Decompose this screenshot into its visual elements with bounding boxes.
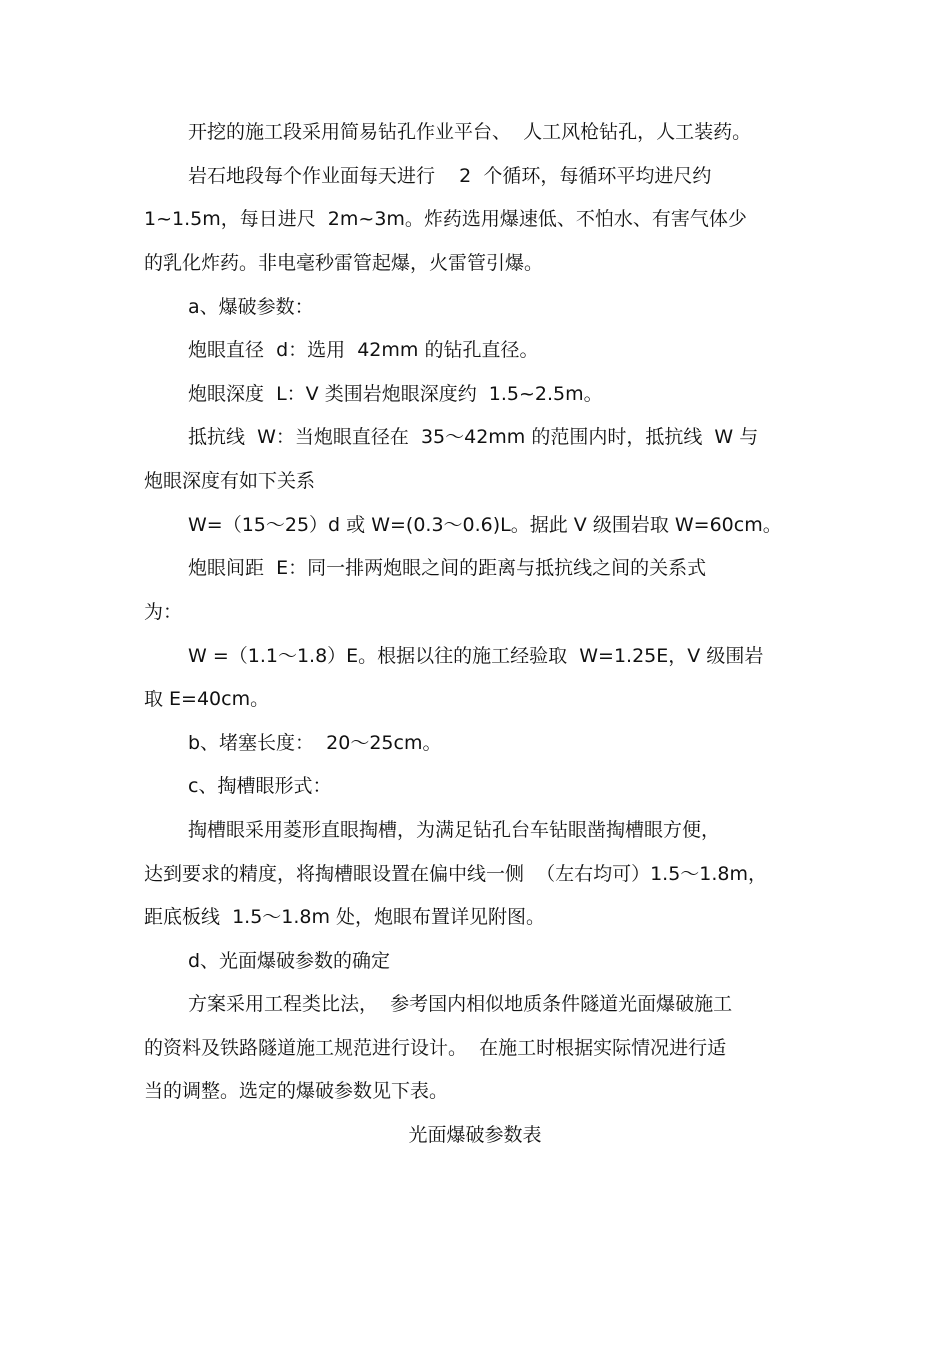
section-heading-c: c、掏槽眼形式： xyxy=(188,775,332,797)
paragraph-line: 距底板线 1.5～1.8m 处，炮眼布置详见附图。 xyxy=(144,906,546,928)
formula-line: W=（15～25）d 或 W=(0.3～0.6)L。据此 V 级围岩取 W=60cm。 xyxy=(188,514,782,536)
paragraph-line: 为： xyxy=(144,601,183,623)
section-heading-d: d、光面爆破参数的确定 xyxy=(188,950,391,972)
paragraph-line: 当的调整。选定的爆破参数见下表。 xyxy=(144,1080,449,1102)
paragraph-line: 炮眼深度有如下关系 xyxy=(144,470,316,492)
paragraph-line: 炮眼间距 E：同一排两炮眼之间的距离与抵抗线之间的关系式 xyxy=(188,557,707,579)
paragraph-line: 达到要求的精度，将掏槽眼设置在偏中线一侧 （左右均可）1.5～1.8m， xyxy=(144,863,768,885)
section-heading-a: a、爆破参数： xyxy=(188,296,314,318)
paragraph-line: 的资料及铁路隧道施工规范进行设计。 在施工时根据实际情况进行适 xyxy=(144,1037,727,1059)
paragraph-line: 开挖的施工段采用简易钻孔作业平台、 人工风枪钻孔，人工装药。 xyxy=(188,121,752,143)
paragraph-line: 取 E=40cm。 xyxy=(144,688,270,710)
formula-line: W =（1.1～1.8）E。根据以往的施工经验取 W=1.25E，V 级围岩 xyxy=(188,645,764,667)
paragraph-line: 方案采用工程类比法， 参考国内相似地质条件隧道光面爆破施工 xyxy=(188,993,733,1015)
paragraph-line: 抵抗线 W：当炮眼直径在 35～42mm 的范围内时，抵抗线 W 与 xyxy=(188,426,759,448)
paragraph-line: 的乳化炸药。非电毫秒雷管起爆，火雷管引爆。 xyxy=(144,252,544,274)
paragraph-line: 岩石地段每个作业面每天进行 2 个循环，每循环平均进尺约 xyxy=(188,165,712,187)
table-caption: 光面爆破参数表 xyxy=(408,1124,542,1146)
paragraph-line: 炮眼深度 L：V 类围岩炮眼深度约 1.5~2.5m。 xyxy=(188,383,603,405)
paragraph-line: 1~1.5m，每日进尺 2m~3m。炸药选用爆速低、不怕水、有害气体少 xyxy=(144,208,747,230)
paragraph-line: 掏槽眼采用菱形直眼掏槽，为满足钻孔台车钻眼凿掏槽眼方便， xyxy=(188,819,721,841)
paragraph-line: 炮眼直径 d：选用 42mm 的钻孔直径。 xyxy=(188,339,539,361)
section-heading-b: b、堵塞长度： 20～25cm。 xyxy=(188,732,442,754)
